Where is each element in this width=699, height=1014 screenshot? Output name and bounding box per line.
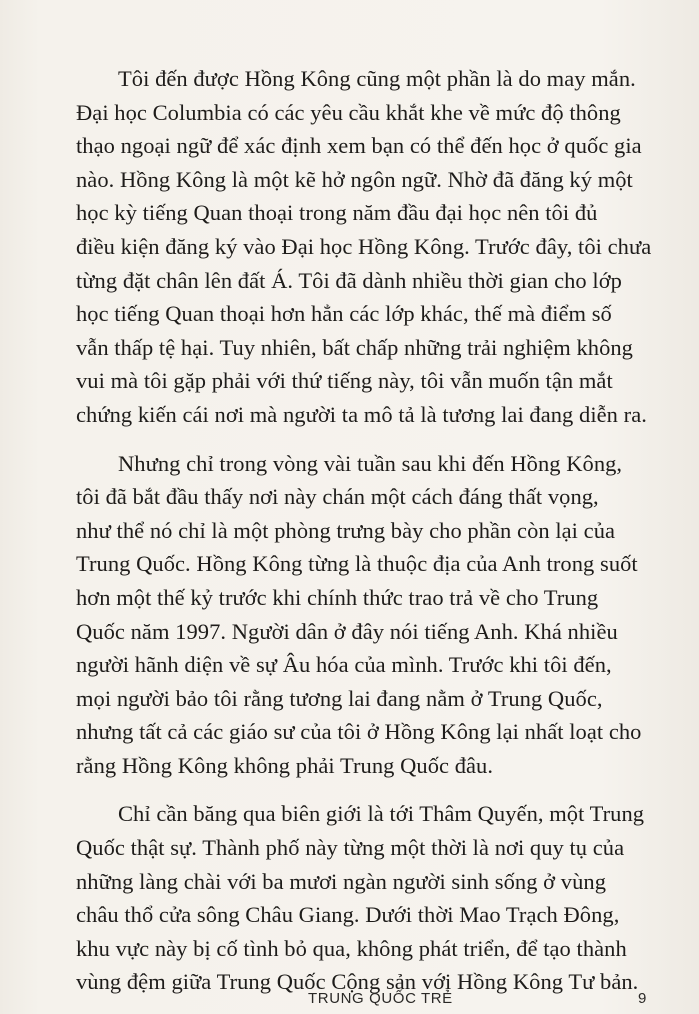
text-line: học tiếng Quan thoại hơn hẳn các lớp khác, thế mà điểm số <box>76 301 612 327</box>
text-line: nào. Hồng Kông là một kẽ hở ngôn ngữ. Nhờ đã đăng ký một <box>76 166 633 192</box>
paragraph-3 <box>76 797 688 999</box>
body-text <box>76 62 688 999</box>
text-line: Tôi đến được Hồng Kông cũng một phần là do may mắn. <box>118 66 636 91</box>
text-line: Quốc năm 1997. Người dân ở đây nói tiếng Anh. Khá nhiều <box>76 618 618 644</box>
text-line: rằng Hồng Kông không phải Trung Quốc đâu. <box>76 752 494 778</box>
paragraph-1 <box>76 62 688 432</box>
text-line: Nhưng chỉ trong vòng vài tuần sau khi đến Hồng Kông, <box>118 450 623 476</box>
page-number: 9 <box>638 990 647 1007</box>
text-line: vẫn thấp tệ hại. Tuy nhiên, bất chấp những trải nghiệm không <box>76 334 633 360</box>
text-line: chứng kiến cái nơi mà người ta mô tả là tương lai đang diễn ra. <box>76 401 647 427</box>
text-line: như thể nó chỉ là một phòng trưng bày cho phần còn lại của <box>76 517 616 543</box>
text-line: điều kiện đăng ký vào Đại học Hồng Kông. Trước đây, tôi chưa <box>76 233 652 259</box>
text-line: vui mà tôi gặp phải với thứ tiếng này, tôi vẫn muốn tận mắt <box>76 368 613 394</box>
text-line: học kỳ tiếng Quan thoại trong năm đầu đại học nên tôi đủ <box>76 200 598 226</box>
paragraph-2 <box>76 447 688 783</box>
text-line: vùng đệm giữa Trung Quốc Cộng sản với Hồng Kông Tư bản. <box>76 969 639 995</box>
text-line: châu thổ cửa sông Châu Giang. Dưới thời Mao Trạch Đông, <box>76 902 620 928</box>
text-line: Trung Quốc. Hồng Kông từng là thuộc địa của Anh trong suốt <box>76 551 638 577</box>
text-line: nhưng tất cả các giáo sư của tôi ở Hồng Kông lại nhất loạt cho <box>76 719 642 745</box>
text-line: khu vực này bị cố tình bỏ qua, không phát triển, để tạo thành <box>76 935 627 961</box>
text-line: tôi đã bắt đầu thấy nơi này chán một cách đáng thất vọng, <box>76 484 599 510</box>
text-line: Đại học Columbia có các yêu cầu khắt khe về mức độ thông <box>76 99 621 125</box>
text-line: mọi người bảo tôi rằng tương lai đang nằm ở Trung Quốc, <box>76 685 603 711</box>
text-line: Chỉ cần băng qua biên giới là tới Thâm Quyến, một Trung <box>118 801 645 827</box>
text-line: Quốc thật sự. Thành phố này từng một thời là nơi quy tụ của <box>76 835 625 861</box>
text-line: hơn một thế kỷ trước khi chính thức trao trả về cho Trung <box>76 584 599 610</box>
text-line: thạo ngoại ngữ để xác định xem bạn có thể đến học ở quốc gia <box>76 133 642 159</box>
text-line: những làng chài với ba mươi ngàn người sinh sống ở vùng <box>76 868 607 894</box>
text-line: người hãnh diện về sự Âu hóa của mình. Trước khi tôi đến, <box>76 652 612 678</box>
text-line: từng đặt chân lên đất Á. Tôi đã dành nhiều thời gian cho lớp <box>76 267 622 293</box>
running-footer-title: TRUNG QUỐC TRẺ <box>308 990 453 1007</box>
